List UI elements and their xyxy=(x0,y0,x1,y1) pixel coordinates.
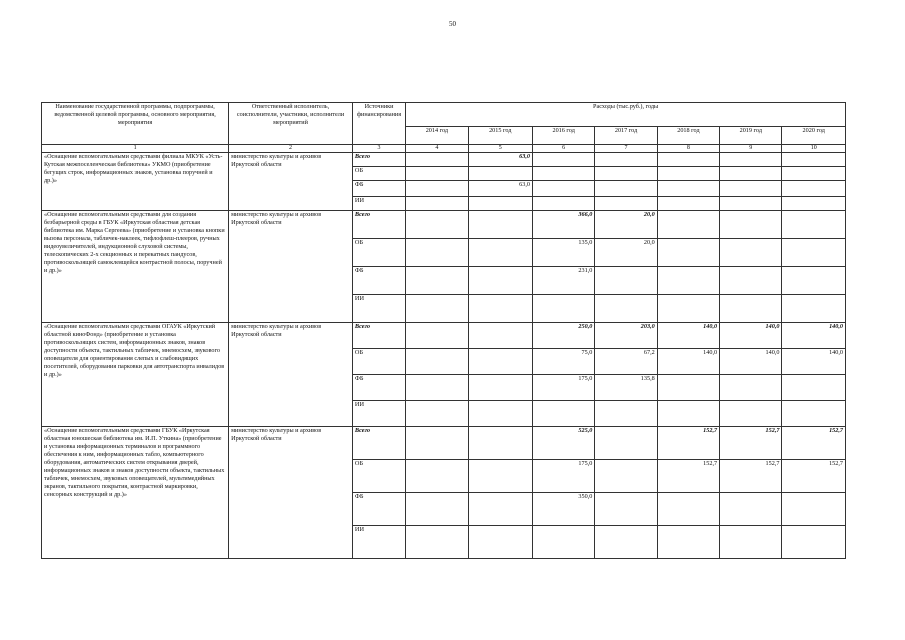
header-year: 2020 год xyxy=(782,127,846,145)
expense-value xyxy=(532,181,594,197)
expense-value: 135,8 xyxy=(595,375,657,401)
executor: министерство культуры и архивов Иркутской области xyxy=(229,323,353,427)
expense-value: 152,7 xyxy=(782,460,846,493)
expense-value xyxy=(468,197,532,211)
activity-name: «Оснащение вспомогательными средствами ГБУК «Иркутская областная юношеская библиотека им. И.П. Уткина» (приобретение и установка информационных терминалов и программного обеспечения к ним, информационных табло, компьютерного оборудования, автоматических систем открывания дверей, информационных знаков и знаков доступности объекта, тактильных табличек, мнемосхем, звуковых оповещателей, мультимедийных экранов, тактильного покрытия, контрастной маркировки, сенсорных конструкций и др.)» xyxy=(42,427,229,559)
expense-value xyxy=(657,401,719,427)
page-number: 50 xyxy=(449,20,456,28)
expense-value: 63,0 xyxy=(468,181,532,197)
expense-value xyxy=(532,526,594,559)
expense-value xyxy=(406,211,468,239)
funding-source: ФБ xyxy=(352,267,405,295)
expense-value xyxy=(782,267,846,295)
funding-source: ОБ xyxy=(352,239,405,267)
expense-value xyxy=(595,295,657,323)
header-year: 2015 год xyxy=(468,127,532,145)
column-number: 5 xyxy=(468,145,532,153)
expense-value xyxy=(657,295,719,323)
expense-value xyxy=(406,181,468,197)
funding-source: ФБ xyxy=(352,375,405,401)
activity-name: «Оснащение вспомогательными средствами для создания безбарьерной среды в ГБУК «Иркутская областная детская библиотека им. Марка Сергеева» (приобретение и установка кнопки вызова персонала, табличек-наклеек, тифлофлеш-плееров, ручных видеоувеличителей, индукционной слуховой системы, телескопических 2-х секционных и перекатных пандусов, противоскользящей самоклеящейся контрастной полосы, поручней и др.)» xyxy=(42,211,229,323)
expense-value: 20,0 xyxy=(595,239,657,267)
expense-value xyxy=(468,526,532,559)
expense-value xyxy=(468,267,532,295)
expense-value xyxy=(406,349,468,375)
executor: министерство культуры и архивов Иркутской области xyxy=(229,153,353,211)
expense-value: 152,7 xyxy=(782,427,846,460)
expense-value: 75,0 xyxy=(532,349,594,375)
expense-value: 67,2 xyxy=(595,349,657,375)
header-year: 2017 год xyxy=(595,127,657,145)
expense-value xyxy=(468,401,532,427)
column-number: 10 xyxy=(782,145,846,153)
expense-value xyxy=(657,493,719,526)
header-executor: Ответственный исполнитель, соисполнители, участники, исполнители мероприятий xyxy=(229,103,353,145)
expense-value xyxy=(720,239,782,267)
column-number: 7 xyxy=(595,145,657,153)
expense-value: 152,7 xyxy=(657,427,719,460)
header-name: Наименование государственной программы, подпрограммы, ведомственной целевой программы, основного мероприятия, мероприятия xyxy=(42,103,229,145)
funding-source: ФБ xyxy=(352,493,405,526)
header-source: Источники финансирования xyxy=(352,103,405,145)
column-number: 9 xyxy=(720,145,782,153)
funding-source: ИИ xyxy=(352,197,405,211)
table-row xyxy=(42,211,846,239)
expense-value xyxy=(468,427,532,460)
column-number: 6 xyxy=(532,145,594,153)
expense-value: 175,0 xyxy=(532,460,594,493)
header-year: 2014 год xyxy=(406,127,468,145)
funding-source: Всего xyxy=(352,323,405,349)
expense-value: 350,0 xyxy=(532,493,594,526)
expense-value xyxy=(406,375,468,401)
funding-source: ИИ xyxy=(352,401,405,427)
expense-value: 175,0 xyxy=(532,375,594,401)
expense-value xyxy=(595,460,657,493)
expense-value xyxy=(406,167,468,181)
expense-value: 140,0 xyxy=(720,349,782,375)
expense-value xyxy=(468,375,532,401)
expense-value: 140,0 xyxy=(657,323,719,349)
expense-value xyxy=(657,375,719,401)
funding-source: ОБ xyxy=(352,460,405,493)
table-row xyxy=(42,153,846,167)
funding-source: ОБ xyxy=(352,167,405,181)
column-number: 3 xyxy=(352,145,405,153)
expense-value xyxy=(782,295,846,323)
expense-value xyxy=(406,239,468,267)
expense-value: 231,0 xyxy=(532,267,594,295)
header-expenses: Расходы (тыс.руб.), годы xyxy=(406,103,846,127)
expense-value xyxy=(720,267,782,295)
activity-name: «Оснащение вспомогательными средствами ОГАУК «Иркутский областной киноФонд» (приобретение и установка противоскользящих систем, информационных знаков, знаков доступности объекта, тактильных табличек, мнемосхем, звукового оповещателя для ориентирования слепых и слабовидящих посетителей, оборудования парковки для автотранспорта инвалидов и др.)» xyxy=(42,323,229,427)
expense-value xyxy=(406,295,468,323)
column-number: 1 xyxy=(42,145,229,153)
header-year: 2019 год xyxy=(720,127,782,145)
expense-value xyxy=(720,493,782,526)
expense-value xyxy=(532,167,594,181)
expense-value xyxy=(468,349,532,375)
expense-value xyxy=(468,295,532,323)
funding-source: Всего xyxy=(352,427,405,460)
expense-value xyxy=(720,401,782,427)
expense-value xyxy=(657,153,719,167)
expense-value xyxy=(657,181,719,197)
expense-value xyxy=(595,153,657,167)
expense-value xyxy=(406,401,468,427)
expense-value xyxy=(657,167,719,181)
expense-value xyxy=(782,211,846,239)
expense-value xyxy=(720,211,782,239)
expense-value: 152,7 xyxy=(720,427,782,460)
expense-value xyxy=(782,167,846,181)
expense-value: 366,0 xyxy=(532,211,594,239)
expense-value xyxy=(595,427,657,460)
expense-value xyxy=(532,153,594,167)
column-number: 4 xyxy=(406,145,468,153)
expense-value: 525,0 xyxy=(532,427,594,460)
executor: министерство культуры и архивов Иркутской области xyxy=(229,211,353,323)
expense-value xyxy=(782,526,846,559)
expense-value xyxy=(468,239,532,267)
expense-value xyxy=(782,181,846,197)
activity-name: «Оснащение вспомогательными средствами филиала МКУК «Усть-Кутская межпоселенческая библиотека» УКМО (приобретение бегущих строк, информационных знаков, установка поручней и др.)» xyxy=(42,153,229,211)
expense-value xyxy=(595,493,657,526)
expense-value: 20,0 xyxy=(595,211,657,239)
expense-value xyxy=(720,526,782,559)
expense-value xyxy=(468,493,532,526)
expense-value xyxy=(468,167,532,181)
expense-value xyxy=(782,197,846,211)
expense-value xyxy=(406,197,468,211)
expense-value xyxy=(595,401,657,427)
expense-value xyxy=(468,323,532,349)
expense-value xyxy=(532,401,594,427)
funding-source: ОБ xyxy=(352,349,405,375)
column-number: 8 xyxy=(657,145,719,153)
expense-value xyxy=(782,401,846,427)
expense-value: 63,0 xyxy=(468,153,532,167)
expense-value xyxy=(406,323,468,349)
expense-value xyxy=(782,375,846,401)
expense-value: 140,0 xyxy=(782,349,846,375)
expense-value xyxy=(468,211,532,239)
expense-value xyxy=(782,493,846,526)
funding-source: ИИ xyxy=(352,295,405,323)
table-row xyxy=(42,427,846,460)
expense-value xyxy=(406,153,468,167)
expense-value: 152,7 xyxy=(720,460,782,493)
executor: министерство культуры и архивов Иркутской области xyxy=(229,427,353,559)
expense-value xyxy=(657,197,719,211)
expense-value xyxy=(406,267,468,295)
expense-value xyxy=(720,375,782,401)
expense-value xyxy=(532,295,594,323)
expense-value xyxy=(720,197,782,211)
funding-source: ИИ xyxy=(352,526,405,559)
expense-value: 203,0 xyxy=(595,323,657,349)
expense-value xyxy=(657,239,719,267)
expense-value: 140,0 xyxy=(657,349,719,375)
expense-value xyxy=(468,460,532,493)
expense-value xyxy=(595,526,657,559)
expense-value xyxy=(595,167,657,181)
expense-value xyxy=(720,181,782,197)
expense-value xyxy=(595,181,657,197)
expense-value: 135,0 xyxy=(532,239,594,267)
expense-value xyxy=(595,197,657,211)
expense-value xyxy=(782,239,846,267)
funding-source: Всего xyxy=(352,211,405,239)
expense-value xyxy=(406,493,468,526)
header-year: 2016 год xyxy=(532,127,594,145)
expense-value xyxy=(406,526,468,559)
funding-source: Всего xyxy=(352,153,405,167)
table-row xyxy=(42,323,846,349)
expense-value xyxy=(657,267,719,295)
expense-value xyxy=(406,460,468,493)
expense-value xyxy=(720,153,782,167)
column-number: 2 xyxy=(229,145,353,153)
expense-value xyxy=(406,427,468,460)
expense-value xyxy=(720,167,782,181)
expense-value: 140,0 xyxy=(782,323,846,349)
expense-value xyxy=(782,153,846,167)
expense-value: 152,7 xyxy=(657,460,719,493)
funding-source: ФБ xyxy=(352,181,405,197)
expense-value xyxy=(720,295,782,323)
expense-value: 250,0 xyxy=(532,323,594,349)
header-year: 2018 год xyxy=(657,127,719,145)
budget-table xyxy=(41,102,846,559)
expense-value xyxy=(657,526,719,559)
expense-value xyxy=(657,211,719,239)
expense-value: 140,0 xyxy=(720,323,782,349)
expense-value xyxy=(595,267,657,295)
expense-value xyxy=(532,197,594,211)
